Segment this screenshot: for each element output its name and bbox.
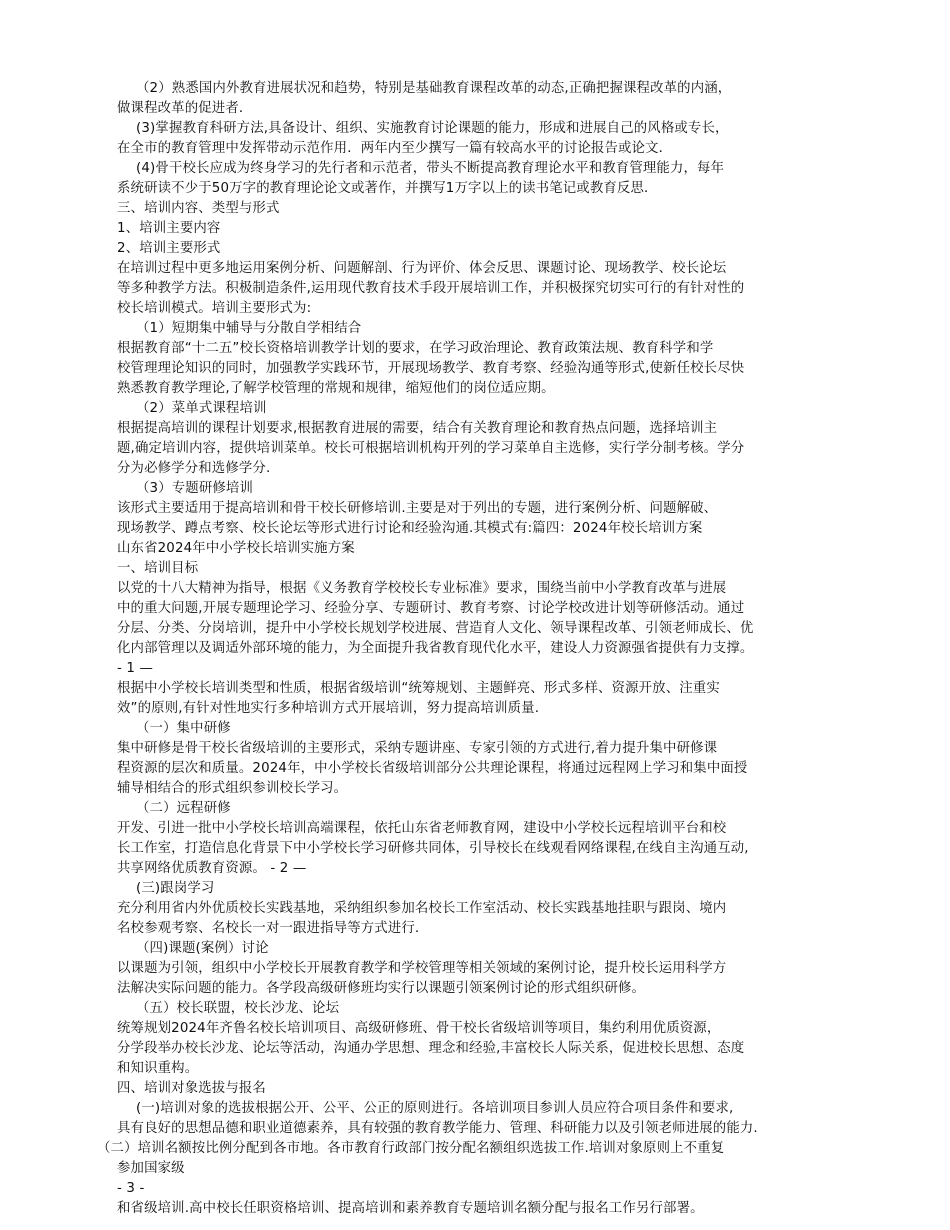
text-line: 校管理理论知识的同时，加强教学实践环节，开展现场教学、教育考察、经验沟通等形式,使新任校长尽快 bbox=[117, 361, 745, 376]
text-line: (三)跟岗学习 bbox=[136, 881, 215, 896]
text-line: 做课程改革的促进者． bbox=[117, 101, 253, 116]
text-line: (一)培训对象的选拔根据公开、公平、公正的原则进行。各培训项目参训人员应符合项目条件和要求, bbox=[136, 1101, 734, 1116]
text-line: - 1 — bbox=[117, 661, 154, 676]
text-line: （二）远程研修 bbox=[136, 801, 231, 816]
text-line: 三、培训内容、类型与形式 bbox=[117, 201, 280, 216]
text-line: 名校参观考察、名校长一对一跟进指导等方式进行. bbox=[117, 921, 420, 936]
text-line: 分学段举办校长沙龙、论坛等活动，沟通办学思想、理念和经验,丰富校长人际关系，促进校长思想、态度 bbox=[117, 1041, 745, 1056]
text-line: 以党的十八大精神为指导，根据《义务教育学校校长专业标准》要求，围绕当前中小学教育改革与进展 bbox=[117, 581, 727, 596]
text-line: （3）专题研修培训 bbox=[136, 481, 253, 496]
text-line: 长工作室，打造信息化背景下中小学校长学习研修共同体，引导校长在线观看网络课程,在线自主沟通互动, bbox=[117, 841, 749, 856]
text-line: 统筹规划2024年齐鲁名校长培训项目、高级研修班、骨干校长省级培训等项目，集约利用优质资源， bbox=[117, 1021, 721, 1036]
text-line: 和知识重构。 bbox=[117, 1061, 199, 1076]
text-line: 中的重大问题,开展专题理论学习、经验分享、专题研讨、教育考察、讨论学校改进计划等研修活动。通过 bbox=[117, 601, 745, 616]
text-line: 分为必修学分和选修学分. bbox=[117, 461, 271, 476]
text-line: （五）校长联盟，校长沙龙、论坛 bbox=[136, 1001, 340, 1016]
text-line: 具有良好的思想品德和职业道德素养，具有较强的教育教学能力、管理、科研能力以及引领老师进展的能力. bbox=[117, 1121, 758, 1136]
text-line: （一）集中研修 bbox=[136, 721, 231, 736]
text-line: 等多种教学方法。积极制造条件,运用现代教育技术手段开展培训工作，并积极探究切实可行的有针对性的 bbox=[117, 281, 745, 296]
text-line: 辅导相结合的形式组织参训校长学习。 bbox=[117, 781, 348, 796]
text-line: 以课题为引领，组织中小学校长开展教育教学和学校管理等相关领域的案例讨论，提升校长运用科学方 bbox=[117, 961, 727, 976]
text-line: 该形式主要适用于提高培训和骨干校长研修培训.主要是对于列出的专题，进行案例分析、问题解破、 bbox=[117, 501, 718, 516]
text-line: 1、培训主要内容 bbox=[117, 221, 221, 236]
text-line: 根据提高培训的课程计划要求,根据教育进展的需要，结合有关教育理论和教育热点问题，选择培训主 bbox=[117, 421, 718, 436]
text-line: （2）熟悉国内外教育进展状况和趋势，特别是基础教育课程改革的动态,正确把握课程改革的内涵， bbox=[136, 81, 732, 96]
text-line: （四)课题(案例）讨论 bbox=[136, 941, 269, 956]
text-line: 集中研修是骨干校长省级培训的主要形式，采纳专题讲座、专家引领的方式进行,着力提升集中研修课 bbox=[117, 741, 718, 756]
text-line: 参加国家级 bbox=[117, 1161, 185, 1176]
text-line: （2）菜单式课程培训 bbox=[136, 401, 267, 416]
text-line: 题,确定培训内容，提供培训菜单。校长可根据培训机构开列的学习菜单自主选修，实行学分制考核。学分 bbox=[117, 441, 745, 456]
text-line: 在培训过程中更多地运用案例分析、问题解剖、行为评价、体会反思、课题讨论、现场教学、校长论坛 bbox=[117, 261, 727, 276]
text-line: 充分利用省内外优质校长实践基地，采纳组织参加名校长工作室活动、校长实践基地挂职与跟岗、境内 bbox=[117, 901, 727, 916]
text-line: 和省级培训.高中校长任职资格培训、提高培训和素养教育专题培训名额分配与报名工作另行部署。 bbox=[117, 1201, 704, 1216]
text-line: 现场教学、蹲点考察、校长论坛等形式进行讨论和经验沟通.其模式有:篇四：2024年校长培训方案 bbox=[117, 521, 703, 536]
text-line: 四、培训对象选拔与报名 bbox=[117, 1081, 266, 1096]
text-line: 在全市的教育管理中发挥带动示范作用．两年内至少撰写一篇有较高水平的讨论报告或论文． bbox=[117, 141, 673, 156]
text-line: 系统研读不少于50万字的教育理论论文或著作，并撰写1万字以上的读书笔记或教育反思． bbox=[117, 181, 658, 196]
text-line: 校长培训模式。培训主要形式为: bbox=[117, 301, 312, 316]
text-line: 2、培训主要形式 bbox=[117, 241, 221, 256]
text-line: （二）培训名额按比例分配到各市地。各市教育行政部门按分配名额组织选拔工作.培训对象原则上不重复 bbox=[97, 1141, 725, 1156]
text-line: 法解决实际问题的能力。各学段高级研修班均实行以课题引领案例讨论的形式组织研修。 bbox=[117, 981, 646, 996]
text-line: 熟悉教育教学理论,了解学校管理的常规和规律，缩短他们的岗位适应期。 bbox=[117, 381, 555, 396]
text-line: (3)掌握教育科研方法,具备设计、组织、实施教育讨论课题的能力，形成和进展自己的风格或专长， bbox=[136, 121, 729, 136]
text-line: 程资源的层次和质量。2024年，中小学校长省级培训部分公共理论课程，将通过远程网上学习和集中面授 bbox=[117, 761, 748, 776]
text-line: 一、培训目标 bbox=[117, 561, 199, 576]
text-line: 根据教育部“十二五”校长资格培训教学计划的要求，在学习政治理论、教育政策法规、教育科学和学 bbox=[117, 341, 714, 356]
text-line: 根据中小学校长培训类型和性质，根据省级培训“统筹规划、主题鲜亮、形式多样、资源开放、注重实 bbox=[117, 681, 720, 696]
text-line: （1）短期集中辅导与分散自学相结合 bbox=[136, 321, 362, 336]
text-line: 山东省2024年中小学校长培训实施方案 bbox=[117, 541, 355, 556]
text-line: 化内部管理以及调适外部环境的能力，为全面提升我省教育现代化水平，建设人力资源强省提供有力支撑。 bbox=[117, 641, 754, 656]
text-line: 开发、引进一批中小学校长培训高端课程，依托山东省老师教育网，建设中小学校长远程培训平台和校 bbox=[117, 821, 727, 836]
text-line: 共享网络优质教育资源。 - 2 — bbox=[117, 861, 307, 876]
text-line: (4)骨干校长应成为终身学习的先行者和示范者，带头不断提高教育理论水平和教育管理能力，每年 bbox=[136, 161, 725, 176]
text-line: 分层、分类、分岗培训，提升中小学校长规划学校进展、营造育人文化、领导课程改革、引领老师成长、优 bbox=[117, 621, 754, 636]
text-line: 效”的原则,有针对性地实行多种培训方式开展培训，努力提高培训质量. bbox=[117, 701, 540, 716]
text-line: - 3 - bbox=[117, 1181, 145, 1196]
